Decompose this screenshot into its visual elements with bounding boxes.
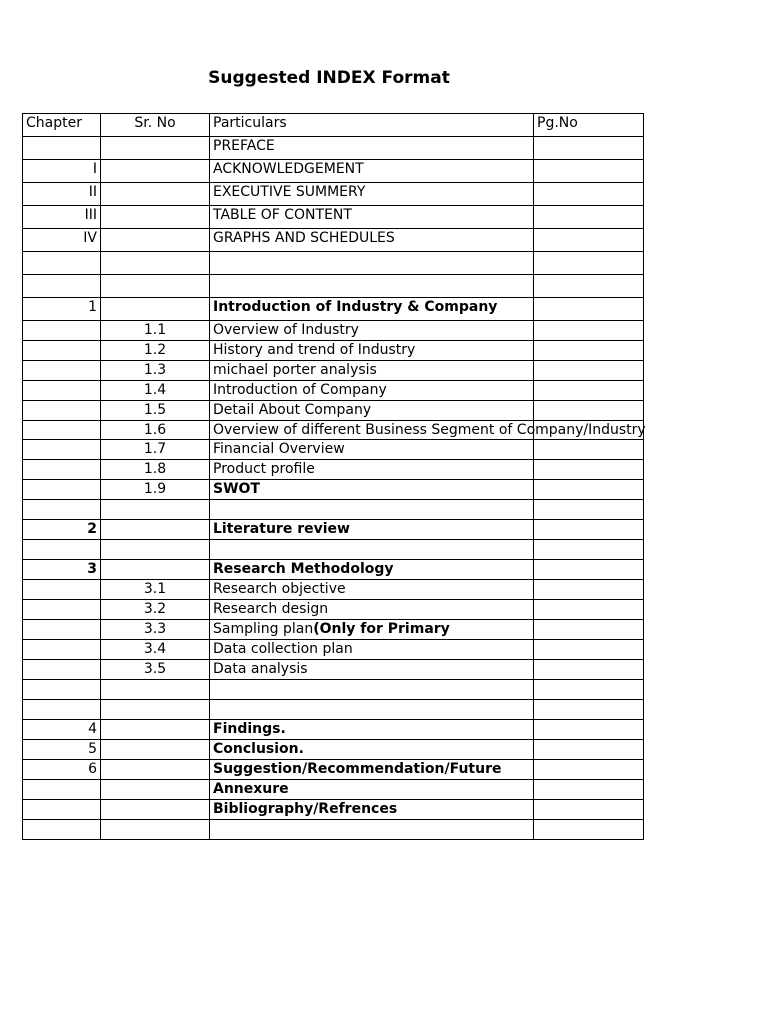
empty-row	[23, 820, 644, 840]
sr-cell	[101, 229, 210, 252]
empty-row	[23, 540, 644, 560]
sr-cell	[101, 298, 210, 321]
pg-cell	[534, 206, 644, 229]
chapter-cell: I	[23, 160, 101, 183]
empty-row	[23, 500, 644, 520]
sr-cell: 1.1	[101, 321, 210, 341]
particulars-cell	[210, 620, 534, 640]
header-particulars: Particulars	[210, 114, 534, 137]
pg-cell	[534, 137, 644, 160]
table-row	[23, 160, 644, 183]
particulars-cell: Findings.	[210, 720, 534, 740]
empty-row	[23, 700, 644, 720]
pg-cell	[534, 229, 644, 252]
particulars-cell: Introduction of Company	[210, 381, 534, 401]
chapter-cell: 5	[23, 740, 101, 760]
sr-cell: 1.3	[101, 361, 210, 381]
sr-cell: 1.8	[101, 460, 210, 480]
table-row	[23, 361, 644, 381]
chapter-title: Research Methodology	[210, 560, 534, 580]
chapter-row	[23, 560, 644, 580]
sr-cell: 1.4	[101, 381, 210, 401]
chapter-cell: 2	[23, 520, 101, 540]
header-sr-no: Sr. No	[101, 114, 210, 137]
particulars-cell: Data analysis	[210, 660, 534, 680]
particulars-cell: Detail About Company	[210, 401, 534, 421]
empty-row	[23, 275, 644, 298]
particulars-text: Sampling plan	[213, 621, 314, 637]
table-row	[23, 421, 644, 440]
chapter-cell: 1	[23, 298, 101, 321]
chapter-cell	[23, 780, 101, 800]
particulars-cell: Data collection plan	[210, 640, 534, 660]
table-row	[23, 740, 644, 760]
sr-cell: 1.6	[101, 421, 210, 440]
table-row	[23, 720, 644, 740]
header-row	[23, 114, 644, 137]
table-row	[23, 480, 644, 500]
sr-cell: 3.1	[101, 580, 210, 600]
chapter-cell: III	[23, 206, 101, 229]
empty-row	[23, 252, 644, 275]
header-chapter: Chapter	[23, 114, 101, 137]
table-row	[23, 780, 644, 800]
sr-cell: 3.2	[101, 600, 210, 620]
particulars-cell: EXECUTIVE SUMMERY	[210, 183, 534, 206]
sr-cell	[101, 137, 210, 160]
particulars-cell: GRAPHS AND SCHEDULES	[210, 229, 534, 252]
particulars-cell: Annexure	[210, 780, 534, 800]
sr-cell: 3.4	[101, 640, 210, 660]
chapter-cell: II	[23, 183, 101, 206]
particulars-cell: michael porter analysis	[210, 361, 534, 381]
header-pg-no: Pg.No	[534, 114, 644, 137]
chapter-row	[23, 298, 644, 321]
table-row	[23, 760, 644, 780]
pg-cell	[534, 160, 644, 183]
table-row	[23, 660, 644, 680]
table-row	[23, 580, 644, 600]
particulars-cell: Conclusion.	[210, 740, 534, 760]
table-row	[23, 460, 644, 480]
sr-cell	[101, 160, 210, 183]
sr-cell: 3.5	[101, 660, 210, 680]
sr-cell: 1.2	[101, 341, 210, 361]
particulars-cell: Product profile	[210, 460, 534, 480]
particulars-cell: SWOT	[210, 480, 534, 500]
chapter-cell: 6	[23, 760, 101, 780]
pg-cell	[534, 298, 644, 321]
table-row	[23, 640, 644, 660]
empty-row	[23, 680, 644, 700]
particulars-cell: Research objective	[210, 580, 534, 600]
chapter-title: Literature review	[210, 520, 534, 540]
chapter-cell: 3	[23, 560, 101, 580]
particulars-cell: PREFACE	[210, 137, 534, 160]
chapter-title: Introduction of Industry & Company	[210, 298, 534, 321]
particulars-cell: Research design	[210, 600, 534, 620]
chapter-cell: IV	[23, 229, 101, 252]
particulars-cell: Overview of Industry	[210, 321, 534, 341]
sr-cell: 1.7	[101, 440, 210, 460]
chapter-row	[23, 520, 644, 540]
index-table	[22, 113, 644, 840]
particulars-note: (Only for Primary	[313, 621, 450, 637]
sr-cell	[101, 183, 210, 206]
table-row	[23, 800, 644, 820]
particulars-cell: ACKNOWLEDGEMENT	[210, 160, 534, 183]
table-row	[23, 321, 644, 341]
particulars-cell: Overview of different Business Segment of Company/Industry	[210, 421, 534, 440]
sr-cell: 1.5	[101, 401, 210, 421]
sr-cell: 1.9	[101, 480, 210, 500]
chapter-cell	[23, 800, 101, 820]
table-row	[23, 620, 644, 640]
table-row	[23, 341, 644, 361]
table-row	[23, 600, 644, 620]
table-row	[23, 401, 644, 421]
particulars-cell: TABLE OF CONTENT	[210, 206, 534, 229]
table-row	[23, 137, 644, 160]
particulars-cell: Bibliography/Refrences	[210, 800, 534, 820]
table-row	[23, 440, 644, 460]
particulars-cell: History and trend of Industry	[210, 341, 534, 361]
chapter-cell: 4	[23, 720, 101, 740]
sr-cell	[101, 206, 210, 229]
particulars-cell: Financial Overview	[210, 440, 534, 460]
sr-cell: 3.3	[101, 620, 210, 640]
pg-cell	[534, 183, 644, 206]
chapter-cell	[23, 137, 101, 160]
table-row	[23, 206, 644, 229]
table-row	[23, 183, 644, 206]
page-title: Suggested INDEX Format	[208, 68, 450, 88]
table-row	[23, 229, 644, 252]
particulars-cell: Suggestion/Recommendation/Future	[210, 760, 534, 780]
table-row	[23, 381, 644, 401]
